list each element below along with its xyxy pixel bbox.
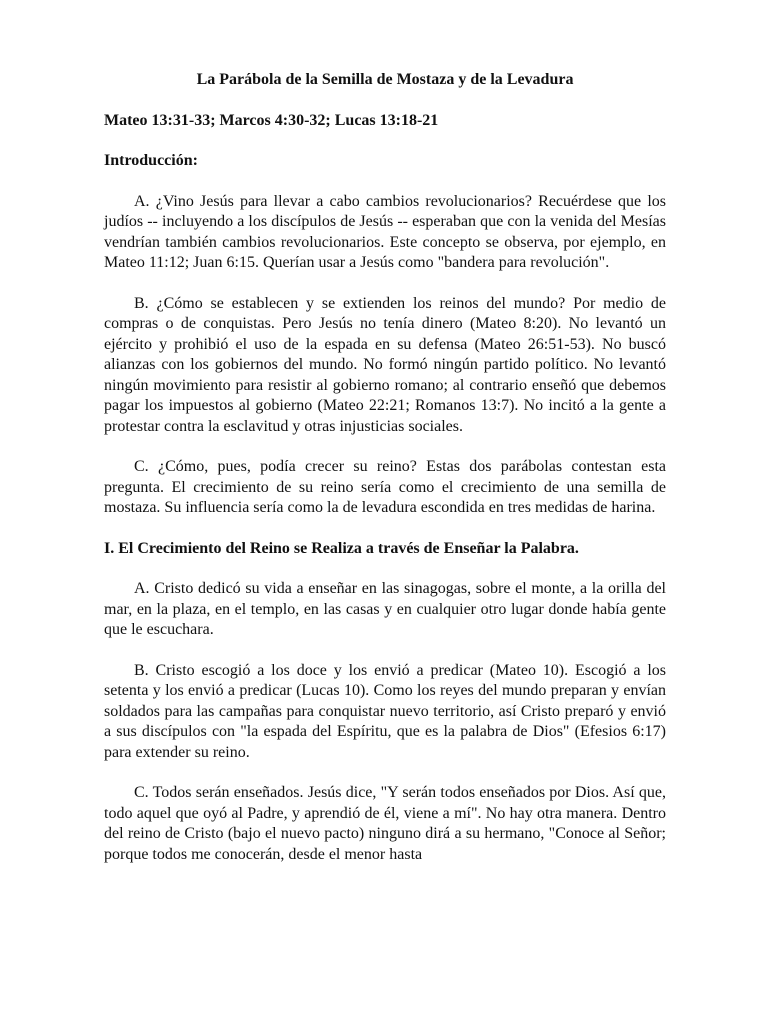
section-1-heading: I. El Crecimiento del Reino se Realiza a través de Enseñar la Palabra. (104, 539, 579, 557)
intro-heading: Introducción: (104, 152, 198, 169)
intro-paragraph-a: A. ¿Vino Jesús para llevar a cabo cambios revolucionarios? Recuérdese que los judíos -- incluyendo a los discípulos de Jesús -- esperaban que con la venida del Mesías vendrían también cambios revolucionarios. Este concepto se observa, por ejemplo, en Mateo 11:12; Juan 6:15. Querían usar a Jesús como "bandera para revolución". (104, 192, 666, 271)
document-page (104, 70, 666, 885)
intro-paragraph-b: B. ¿Cómo se establecen y se extienden los reinos del mundo? Por medio de compras o de conquistas. Pero Jesús no tenía dinero (Mateo 8:20). No levantó un ejército y prohibió el uso de la espada en su defensa (Mateo 26:51-53). No buscó alianzas con los gobiernos del mundo. No formó ningún partido político. No levantó ningún movimiento para resistir al gobierno romano; al contrario enseñó que debemos pagar los impuestos al gobierno (Mateo 22:21; Romanos 13:7). No incitó a la gente a protestar contra la esclavitud y otras injusticias sociales. (104, 294, 666, 435)
scripture-references: Mateo 13:31-33; Marcos 4:30-32; Lucas 13:18-21 (104, 111, 439, 129)
intro-paragraph-c: C. ¿Cómo, pues, podía crecer su reino? Estas dos parábolas contestan esta pregunta. El crecimiento de su reino sería como el crecimiento de una semilla de mostaza. Su influencia sería como la de levadura escondida en tres medidas de harina. (104, 458, 666, 516)
document-title: La Parábola de la Semilla de Mostaza y de la Levadura (196, 71, 574, 88)
section-1-paragraph-c: C. Todos serán enseñados. Jesús dice, "Y serán todos enseñados por Dios. Así que, todo aquel que oyó al Padre, y aprendió de él, viene a mí". No hay otra manera. Dentro del reino de Cristo (bajo el nuevo pacto) ninguno dirá a su hermano, "Conoce al Señor; porque todos me conocerán, desde el menor hasta (104, 784, 666, 863)
section-1-paragraph-b: B. Cristo escogió a los doce y los envió a predicar (Mateo 10). Escogió a los setenta y los envió a predicar (Lucas 10). Como los reyes del mundo preparan y envían soldados para las campañas para conquistar nuevo territorio, así Cristo preparó y envió a sus discípulos con "la espada del Espíritu, que es la palabra de Dios" (Efesios 6:17) para extender su reino. (104, 661, 666, 761)
section-1-paragraph-a: A. Cristo dedicó su vida a enseñar en las sinagogas, sobre el monte, a la orilla del mar, en la plaza, en el templo, en las casas y en cualquier otro lugar donde había gente que le escuchara. (104, 580, 666, 638)
